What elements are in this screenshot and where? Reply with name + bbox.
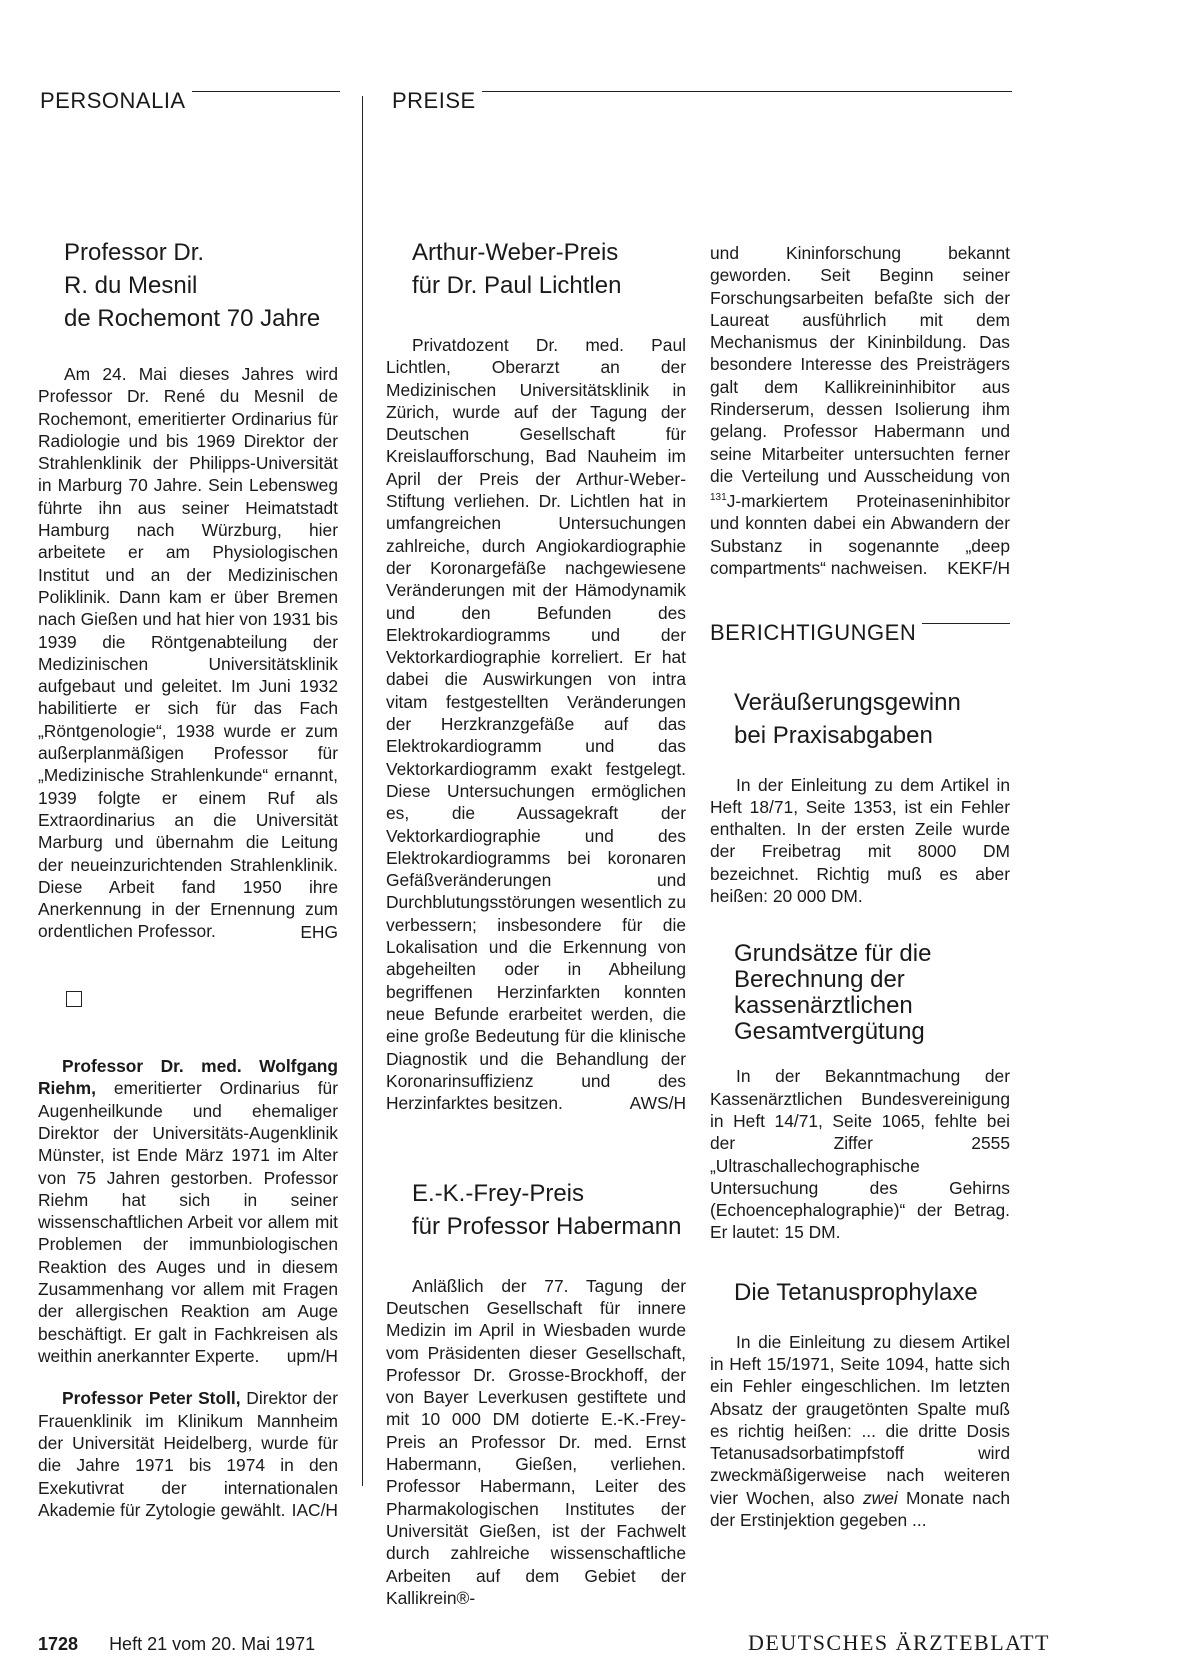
article-title-veraeusserung (710, 686, 1010, 752)
article-body-frey-continued (710, 242, 1010, 579)
article-body-veraeusserung: In der Einleitung zu dem Artikel in Heft 18/71, Seite 1353, ist ein Fehler enthalten. In der ersten Zeile wurde der Freibetrag mit 8000 DM bezeichnet. Richtig muß es aber heißen: 20 000 DM. (710, 774, 1010, 907)
column-personalia (38, 236, 338, 1522)
title-line: E.-K.-Frey-Preis (412, 1179, 585, 1207)
section-header-preise-text: PREISE (392, 88, 476, 113)
article-body-frey: Anläßlich der 77. Tagung der Deutschen Gesellschaft für innere Medizin im April in Wiesbaden wurde vom Präsidenten dieser Gesellschaft, Professor Dr. Grosse-Brockhoff, der von Bayer Leverkusen gestiftete und mit 10 000 DM dotierte E.-K.-Frey-Preis an Professor Dr. med. Ernst Habermann, Gießen, verliehen. Professor Habermann, Leiter des Pharmakologischen Institutes der Universität Gießen, ist der Fachwelt durch zahlreiche wissenschaftliche Arbeiten auf dem Gebiet der Kallikrein®- (386, 1275, 686, 1608)
name-stoll: Professor Peter Stoll, (62, 1388, 241, 1409)
article-body-riehm (38, 1055, 338, 1367)
signature-aws: AWS/H (629, 1093, 686, 1114)
header-rule (192, 91, 340, 92)
text-tetanus: In die Einleitung zu diesem Artikel in Heft 15/1971, Seite 1094, hatte sich ein Fehler eingeschlichen. Im letzten Absatz der graugetönten Spalte muß es richtig heißen: ... die dritte Dosis Tetanusadsorbatimpfstoff wird zweckmäßigerweise nach weiteren vier Wochen, also (710, 1331, 1010, 1508)
section-header-berichtigungen (710, 620, 1010, 646)
text-stoll: Direktor der Frauenklinik im Klinikum Mannheim der Universität Heidelberg, wurde für die Jahre 1971 bis 1974 in den Exekutivrat der internationalen Akademie für Zytologie gewählt. (38, 1388, 338, 1520)
issue-info: Heft 21 vom 20. Mai 1971 (109, 1634, 316, 1654)
section-header-preise (392, 88, 1012, 114)
article-body-grundsaetze: In der Bekanntmachung der Kassenärztlichen Bundesvereinigung in Heft 14/71, Seite 1065, fehlte bei der Ziffer 2555 „Ultraschallechographische Untersuchung des Gehirns (Echoencephalographie)“ der Betrag. Er lautet: 15 DM. (710, 1066, 1010, 1243)
title-line: für Dr. Paul Lichtlen (412, 272, 622, 299)
column-preise-2 (710, 242, 1010, 1531)
title-line: Grundsätze für die (734, 940, 932, 968)
emphasis-zwei: zwei (862, 1487, 898, 1508)
text-frey-cont: J-markiertem Proteinaseninhibitor und konnten dabei ein Abwandern der Substanz in sogenannte „deep compartments“ nachweisen. (710, 491, 1010, 578)
signature-upm: upm/H (286, 1346, 338, 1367)
name-riehm: Professor Dr. med. Wolfgang Riehm, (38, 1056, 338, 1099)
article-body-weber: Privatdozent Dr. med. Paul Lichtlen, Oberarzt an der Medizinischen Universitätsklinik in Zürich, wurde auf der Tagung der Deutschen Gesellschaft für Kreislaufforschung, Bad Nauheim im April der Preis der Arthur-Weber-Stiftung verliehen. Dr. Lichtlen hat in umfangreichen Untersuchungen zahlreiche, durch Angiokardiographie der Koronargefäße nachgewiesene Veränderungen mit der Hämodynamik und den Befunden des Elektrokardiogramms und der Vektorkardiographie korreliert. Er hat dabei die Auswirkungen von intra vitam festgestellten Veränderungen der Herzkranzgefäße auf das Elektrokardiogramm und das Vektorkardiogramm exakt festgelegt. Diese Untersuchungen ermöglichen es, die Aussagekraft der Vektorkardiographie und des Elektrokardiogramms bei koronaren Gefäßveränderungen und Durchblutungsstörungen wesentlich zu verbessern; insbesondere für die Lokalisation und die Erkennung von abgeheilten oder in Abheilung begriffenen Herzinfarkten konnten neue Befunde erarbeitet werden, die eine große Bedeutung für die klinische Diagnostik und die Behandlung der Koronarinsuffizienz und des Herzinfarktes besitzen. (386, 335, 686, 1114)
header-rule (482, 91, 1012, 92)
isotope-superscript: 131 (710, 492, 727, 504)
title-line: Professor Dr. (64, 239, 205, 266)
article-title-du-mesnil (38, 236, 338, 335)
column-divider (362, 96, 363, 1486)
section-header-berichtigungen-text: BERICHTIGUNGEN (710, 619, 917, 645)
separator-box (66, 991, 82, 1007)
page-number: 1728 (38, 1634, 79, 1654)
page-footer (38, 1634, 315, 1655)
signature-iac: IAC/H (291, 1500, 338, 1521)
article-body-tetanus (710, 1331, 1010, 1532)
title-line: de Rochemont 70 Jahre (64, 305, 321, 332)
title-line: kassenärztlichen (734, 992, 913, 1020)
text-frey-cont: und Kininforschung bekannt geworden. Seit Beginn seiner Forschungsarbeiten befaßte sich der Laureat ausführlich mit dem Mechanismus der Kininbildung. Das besondere Interesse des Preisträgers galt dem Kallikreininhibitor aus Rinderserum, dessen Isolierung ihm gelang. Professor Habermann und seine Mitarbeiter untersuchten ferner die Verteilung und Ausscheidung von (710, 243, 1010, 486)
article-title-weber (386, 236, 686, 302)
title-line: R. du Mesnil (64, 272, 198, 299)
journal-name: DEUTSCHES ÄRZTEBLATT (748, 1630, 1050, 1655)
title-line: für Professor Habermann (412, 1212, 682, 1240)
signature-ehg: EHG (300, 921, 338, 942)
article-body-du-mesnil: Am 24. Mai dieses Jahres wird Professor Dr. René du Mesnil de Rochemont, emeritierter Ordinarius für Radiologie und bis 1969 Direktor der Strahlenklinik der Philipps-Universität in Marburg 70 Jahre. Sein Lebensweg führte ihn aus seiner Heimatstadt Hamburg nach Würzburg, hier arbeitete er am Physiologischen Institut und an der Medizinischen Poliklinik. Dann kam er über Bremen nach Gießen und hat hier von 1931 bis 1939 die Röntgenabteilung der Medizinischen Universitätsklinik aufgebaut und geleitet. Im Juni 1932 habilitierte er sich für das Fach „Röntgenologie“, 1938 wurde er zum außerplanmäßigen Professor für „Medizinische Strahlenkunde“ ernannt, 1939 folgte er einem Ruf als Extraordinarius an die Universität Marburg und übernahm die Leitung der neueinzurichtenden Strahlenklinik. Diese Arbeit fand 1950 ihre Anerkennung in der Ernennung zum ordentlichen Professor. (38, 364, 338, 942)
article-title-grundsaetze (710, 941, 1010, 1045)
title-line: Veräußerungsgewinn (734, 688, 961, 716)
article-title-frey (386, 1177, 686, 1243)
section-header-personalia-text: PERSONALIA (40, 88, 186, 113)
text-tetanus: Monate nach der Erstinjektion gegeben ... (710, 1487, 1010, 1531)
column-preise-1 (386, 236, 686, 1609)
header-rule (922, 623, 1010, 624)
signature-kekf: KEKF/H (947, 558, 1010, 579)
title-line: Gesamtvergütung (734, 1018, 925, 1046)
section-header-personalia (40, 88, 340, 114)
title-line: bei Praxisabgaben (734, 721, 933, 749)
text-riehm: emeritierter Ordinarius für Augenheilkunde und ehemaliger Direktor der Universitäts-Augenklinik Münster, ist Ende März 1971 im Alter von 75 Jahren gestorben. Professor Riehm hat sich in seiner wissenschaftlichen Arbeit vor allem mit Problemen der immunbiologischen Reaktion des Auges und in diesem Zusammenhang vor allem mit Fragen der allergischen Reaktion am Auge beschäftigt. Er galt in Fachkreisen als weithin anerkannter Experte. (38, 1078, 338, 1366)
title-line: Berechnung der (734, 966, 905, 994)
article-title-tetanus: Die Tetanusprophylaxe (734, 1278, 978, 1306)
title-line: Arthur-Weber-Preis (412, 239, 619, 266)
